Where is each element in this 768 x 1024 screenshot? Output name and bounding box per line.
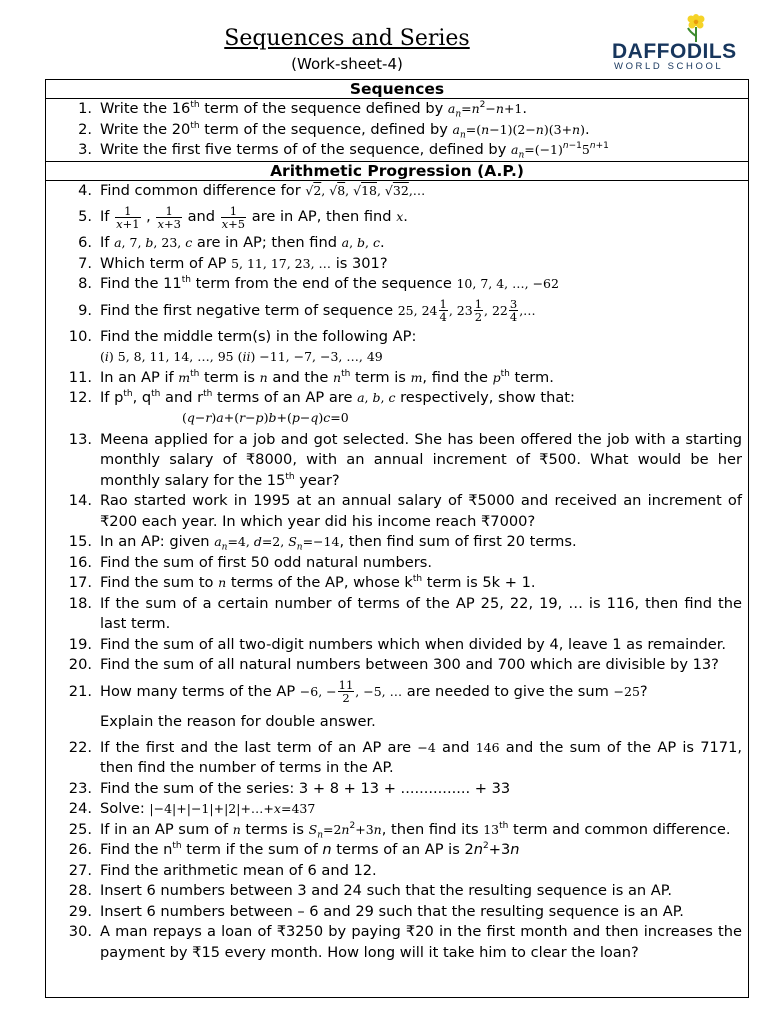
question-18: 18. If the sum of a certain number of terms of the AP 25, 22, 19, … is 116, then find the last term. <box>68 594 742 632</box>
logo-subtitle: WORLD SCHOOL <box>614 61 724 72</box>
question-4: 4. Find common difference for √2, √8, √18, √32,… <box>78 181 426 199</box>
question-11: 11. In an AP if $m^{th}$ term is n and the $n^{th}$ term is m, find the $p^{th}$ term. <box>68 368 554 386</box>
question-3: 3. Write the first five terms of of the sequence, defined by $a_n=(-1)^{n-1}5^{n+1}$ <box>78 141 609 161</box>
question-24: 24. Solve: |−4|+|−1|+|2|+…+x=437 <box>68 800 316 817</box>
question-25: 25. If in an AP sum of n terms is $S_n=2n^2+3n$, then find its 13th term and common difference. <box>68 820 731 840</box>
school-logo <box>610 14 740 74</box>
question-30: 30. A man repays a loan of ₹3250 by paying ₹20 in the first month and then increases the payment by ₹15 every month. How long will it take him to clear the loan? <box>68 923 742 961</box>
section-heading-sequences: Sequences <box>46 80 748 99</box>
question-1: 1. Write the 16th term of the sequence defined by $a_n=n^2-n+1$. <box>78 100 528 120</box>
logo-wordmark: DAFFODILS <box>612 40 737 63</box>
question-6: 6. If a, 7, b, 23, c are in AP; then find a, b, c. <box>78 234 385 251</box>
sequences-list <box>46 99 748 161</box>
section-heading-ap: Arithmetic Progression (A.P.) <box>46 161 748 181</box>
question-17: 17. Find the sum to n terms of the AP, whose $k^{th}$ term is 5k + 1. <box>68 574 536 591</box>
question-14: 14. Rao started work in 1995 at an annual salary of ₹5000 and received an increment of ₹200 each year. In which year did his income reach ₹7000? <box>68 492 742 530</box>
question-16: 16. Find the sum of first 50 odd natural numbers. <box>68 553 433 571</box>
question-5: 5. If $\frac{1}{x+1}$ , $\frac{1}{x+3}$ and $\frac{1}{x+5}$ are in AP, then find x. <box>78 203 408 231</box>
ap-list <box>46 181 748 964</box>
question-27: 27. Find the arithmetic mean of 6 and 12. <box>68 861 377 879</box>
question-21: 21. How many terms of the AP −6, − $\frac{11}{2}$ , −5, … are needed to give the sum −25? Explain the reason for double answer. <box>68 678 648 730</box>
question-26: 26. Find the $n^{th}$ term if the sum of n terms of an AP is $2n^2+3n$ <box>68 841 520 858</box>
question-22: 22. If the first and the last term of an AP are −4 and 146 and the sum of the AP is 7171, then find the number of terms in the AP. <box>68 738 742 776</box>
question-9: 9. Find the first negative term of sequence 25, 24 $\frac{1}{4}$ , 23 $\frac{1}{2}$ , 22 $\frac{3}{4}$ ,… <box>78 297 536 324</box>
question-8: 8. Find the 11th term from the end of the sequence 10, 7, 4, …, −62 <box>78 275 559 292</box>
question-2: 2. Write the 20th term of the sequence, defined by $a_n=(n-1)(2-n)(3+n)$. <box>78 120 590 140</box>
question-12: 12. If $p^{th}$, $q^{th}$ and $r^{th}$ terms of an AP are a, b, c respectively, show that: (q−r)a+(r−p)b+(p−q)c=0 <box>68 389 575 425</box>
question-19: 19. Find the sum of all two-digit numbers which when divided by 4, leave 1 as remainder. <box>68 635 727 653</box>
question-29: 29. Insert 6 numbers between – 6 and 29 such that the resulting sequence is an AP. <box>68 902 684 920</box>
page-title: Sequences and Series <box>224 26 470 51</box>
question-13: 13. Meena applied for a job and got selected. She has been offered the job with a starting monthly salary of ₹8000, with an annual increment of ₹500. What would be her monthly salary for the 15th year? <box>68 430 742 489</box>
question-10: 10. Find the middle term(s) in the following AP: (i) 5, 8, 11, 14, …, 95 (ii) −11, −7, −3, …, 49 <box>68 327 417 364</box>
question-7: 7. Which term of AP 5, 11, 17, 23, … is 301? <box>78 254 388 272</box>
worksheet <box>45 79 749 998</box>
page-subtitle: (Work-sheet-4) <box>291 55 403 73</box>
question-28: 28. Insert 6 numbers between 3 and 24 such that the resulting sequence is an AP. <box>68 882 672 899</box>
question-20: 20. Find the sum of all natural numbers between 300 and 700 which are divisible by 13? <box>68 656 719 673</box>
question-23: 23. Find the sum of the series: 3 + 8 + 13 + ............... + 33 <box>68 779 511 797</box>
question-15: 15. In an AP: given $a_n=4$, d=2, $S_n=-14$, then find sum of first 20 terms. <box>68 533 577 553</box>
